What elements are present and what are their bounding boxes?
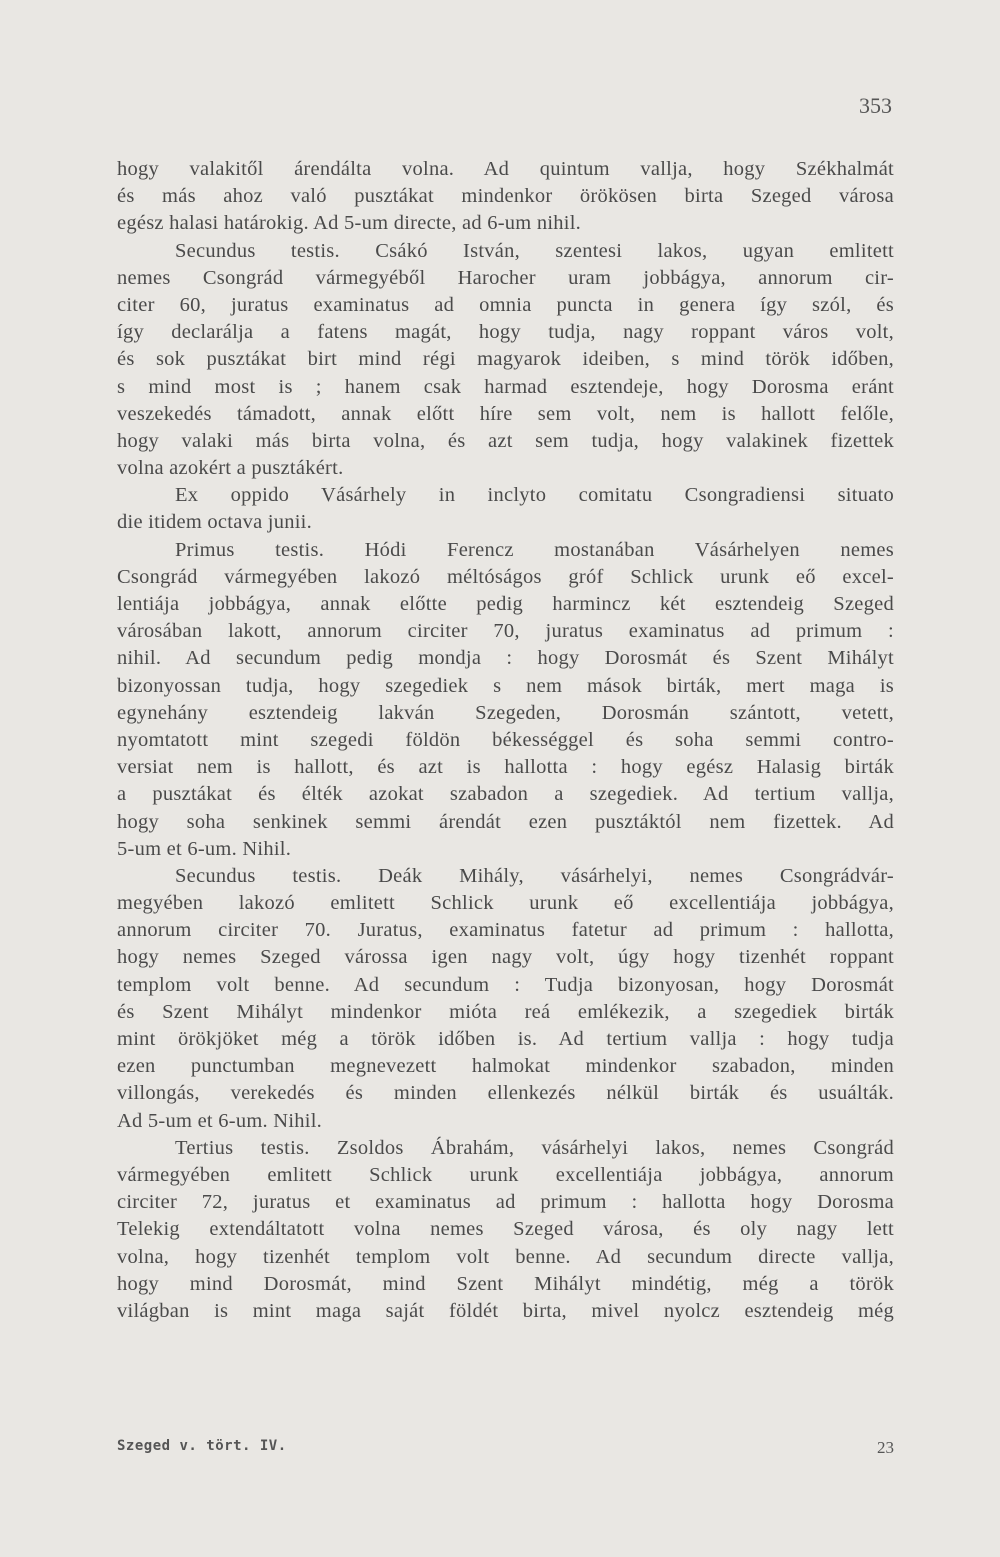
text-line: versiat nem is hallott, és azt is hallotta : hogy egész Halasig birták [117,756,894,779]
footer-signature: Szeged v. tört. IV. [117,1438,287,1454]
text-line: bizonyossan tudja, hogy szegediek s nem mások birták, mert maga is [117,674,894,697]
text-line: a pusztákat és élték azokat szabadon a szegediek. Ad tertium vallja, [117,783,894,806]
page-number: 353 [859,93,892,118]
text-line: annorum circiter 70. Juratus, examinatus fatetur ad primum : hallotta, [117,919,894,942]
text-line: ezen punctumban megnevezett halmokat mindenkor szabadon, minden [117,1055,894,1078]
text-line: hogy mind Dorosmát, mind Szent Mihályt mindétig, még a török [117,1272,894,1295]
text-line: Tertius testis. Zsoldos Ábrahám, vásárhelyi lakos, nemes Csongrád [175,1136,894,1159]
text-line: Secundus testis. Csákó István, szentesi lakos, ugyan emlitett [175,239,894,262]
text-line: Ex oppido Vásárhely in inclyto comitatu Csongradiensi situato [175,484,894,507]
text-line: Ad 5-um et 6-um. Nihil. [117,1109,323,1132]
text-line: volna azokért a pusztákért. [117,457,344,480]
text-line: 5-um et 6-um. Nihil. [117,837,292,860]
text-line: nemes Csongrád vármegyéből Harocher uram jobbágya, annorum cir- [117,266,894,289]
text-line: Telekig extendáltatott volna nemes Szeged városa, és oly nagy lett [117,1218,894,1241]
text-line: és Szent Mihályt mindenkor mióta reá emlékezik, a szegediek birták [117,1000,894,1023]
text-line: városában lakott, annorum circiter 70, juratus examinatus ad primum : [117,620,894,643]
text-line: megyében lakozó emlitett Schlick urunk eő excellentiája jobbágya, [117,892,894,915]
text-line: egész halasi határokig. Ad 5-um directe, ad 6-um nihil. [117,212,582,235]
text-line: hogy valaki más birta volna, és azt sem tudja, hogy valakinek fizettek [117,429,894,452]
body-text [117,156,894,1325]
footer-sheet-number: 23 [877,1438,894,1457]
text-line: villongás, verekedés és minden ellenkezés nélkül birták és usuálták. [117,1082,894,1105]
text-line: mint örökjöket még a török időben is. Ad tertium vallja : hogy tudja [117,1028,894,1050]
text-line: világban is mint maga saját földét birta, mivel nyolcz esztendeig még [117,1299,894,1322]
text-line: veszekedés támadott, annak előtt híre sem volt, nem is hallott felőle, [117,402,894,425]
text-line: hogy nemes Szeged várossa igen nagy volt, úgy hogy tizenhét roppant [117,946,894,969]
text-line: Csongrád vármegyében lakozó méltóságos gróf Schlick urunk eő excel- [117,565,894,588]
text-line: így declarálja a fatens magát, hogy tudja, nagy roppant város volt, [117,321,894,344]
text-line: nyomtatott mint szegedi földön békességgel és soha semmi contro- [117,728,894,751]
page-footer [117,1438,894,1460]
text-line: hogy valakitől árendálta volna. Ad quintum vallja, hogy Székhalmát [117,158,894,180]
text-line: egynehány esztendeig lakván Szegeden, Dorosmán szántott, vetett, [117,701,894,724]
text-line: s mind most is ; hanem csak harmad esztendeje, hogy Dorosma eránt [117,375,894,398]
text-line: vármegyében emlitett Schlick urunk excellentiája jobbágya, annorum [117,1163,894,1186]
text-line: lentiája jobbágya, annak előtte pedig harmincz két esztendeig Szeged [117,593,894,615]
text-line: Primus testis. Hódi Ferencz mostanában Vásárhelyen nemes [175,538,894,561]
text-line: hogy soha senkinek semmi árendát ezen pusztáktól nem fizettek. Ad [117,810,894,833]
text-line: nihil. Ad secundum pedig mondja : hogy Dorosmát és Szent Mihályt [117,647,894,670]
text-line: citer 60, juratus examinatus ad omnia puncta in genera így szól, és [117,293,894,316]
text-line: circiter 72, juratus et examinatus ad primum : hallotta hogy Dorosma [117,1191,894,1214]
text-line: és sok pusztákat birt mind régi magyarok ideiben, s mind török időben, [117,348,894,371]
text-line: és más ahoz való pusztákat mindenkor örökösen birta Szeged városa [117,185,894,208]
text-line: templom volt benne. Ad secundum : Tudja bizonyosan, hogy Dorosmát [117,973,894,996]
text-line: volna, hogy tizenhét templom volt benne. Ad secundum directe vallja, [117,1245,894,1268]
text-line: Secundus testis. Deák Mihály, vásárhelyi, nemes Csongrádvár- [175,864,894,887]
text-line: die itidem octava junii. [117,511,313,534]
